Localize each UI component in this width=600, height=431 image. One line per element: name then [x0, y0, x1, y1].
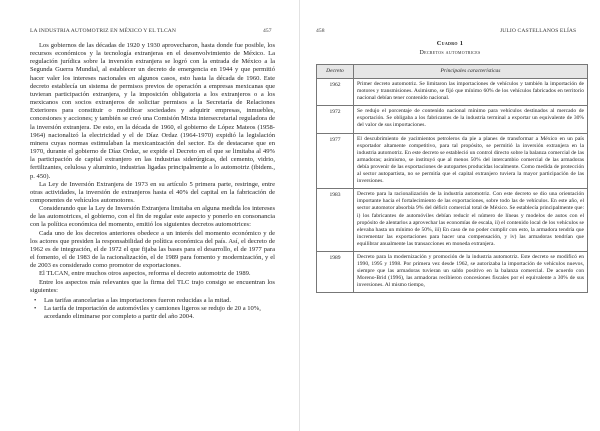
table-row [317, 79, 588, 106]
paragraph: El TLCAN, entre muchos otros aspectos, reforma el decreto automotriz de 1989. [39, 270, 251, 278]
decree-description: El descubrimiento de yacimientos petroleros da pie a planes de transformar a México en un país exportador altamente competitivo, para tal propósito, se permitió la inversión extranjera en la industria automotriz. En este decreto se estableció un control directo sobre la balanza comercial de las armadoras; asimismo, se instituyó que al menos 50% del intercambio comercial de las armadoras debía provenir de las exportaciones de autopartes producidas localmente. Como medida de protección al sector autopartista, no se permitía que el capital extranjero tuviera la mayor participación de las inversiones. [354, 133, 588, 189]
table-header-row [317, 65, 588, 79]
table-row [317, 251, 588, 292]
decree-year: 1972 [317, 106, 354, 133]
bullet-item: • Las tarifas arancelarias a las importaciones fueron reducidas a la mitad. [30, 297, 275, 305]
decree-year: 1977 [317, 133, 354, 189]
page-number-left: 457 [263, 28, 272, 34]
column-header-caracteristicas: Principales características [354, 65, 588, 79]
decrees-table [316, 64, 588, 293]
table-row [317, 189, 588, 252]
paragraph: La Ley de Inversión Extranjera de 1973 en su artículo 5 primera parte, restringe, entre otras actividades, la inversión de extranjeros hasta el 40% del capital en la fabricación de componentes de vehículos automotores. [30, 180, 275, 204]
bullet-list [30, 297, 275, 321]
right-page [300, 0, 600, 431]
page-number-right: 458 [316, 28, 325, 34]
table-title: Decretos automotrices [419, 50, 481, 56]
paragraph: Considerando que la Ley de Inversión Extranjera limitaba en alguna medida los intereses de las automotrices, el gobierno, con el fin de regular este aspecto y ponerlo en consonancia con la política económica del momento, emitió los siguientes decretos automotrices: [30, 205, 275, 229]
decree-year: 1989 [317, 251, 354, 292]
running-head-left: LA INDUSTRIA AUTOMOTRIZ EN MÉXICO Y EL TLCAN [30, 28, 177, 34]
decree-description: Primer decreto automotriz. Se limitaron las importaciones de vehículos y también la importación de motores y transmisiones. Asimismo, se fijó que mínimo 60% de los vehículos fabricados en territorio nacional debían tener contenido nacional. [354, 79, 588, 106]
paragraph: Los gobiernos de las décadas de 1920 y 1930 aprovecharon, hasta donde fue posible, los recursos económicos y la tecnología extranjeras en el desenvolvimiento de México. La regulación jurídica sobre la inversión extranjera se logró con la entrada de México a la Segunda Guerra Mundial, al establecer un decreto de emergencia en 1944 y que permitió hacer valer los intereses nacionales en algunos casos, esto hasta la década de 1960. Este decreto establecía un sistema de permisos previos de operación a empresas mexicanas que tuvieran participación extranjera, y la imposición obligatoria a los extranjeros o a los mexicanos con socios extranjeros de solicitar permisos a la Secretaría de Relaciones Exteriores para constituir o modificar sociedades y adquirir empresas, inmuebles, concesiones y acciones; y también se creó una Comisión Mixta intersecretarial reguladora de la inversión extranjera. De esto, en la década de 1960, el gobierno de López Mateos (1958-1964) nacionalizó la electricidad y el de Díaz Ordaz (1964-1970) expidió la legislación minera cuyas normas estimulaban la mexicanización del sector. Es de destacarse que en 1970, durante el gobierno de Díaz Ordaz, se expide el Decreto en el que se limitaba al 49% la participación de capital extranjero en las industrias siderúrgicas, del cemento, vidrio, fertilizantes, celulosa y aluminio, industrias ligadas principalmente a lo automotriz (ibidem., p. 450). [30, 42, 275, 180]
table-row [317, 106, 588, 133]
decree-year: 1983 [317, 189, 354, 252]
bullet-item: • La tarifa de importación de automóviles y camiones ligeros se redujo de 20 a 10%, acordando eliminarse por completo a partir del año 2004. [30, 305, 275, 321]
running-head-right: JULIO CASTELLANOS ELÍAS [500, 28, 577, 34]
paragraph: Entre los aspectos más relevantes que la firma del TLC trajo consigo se encuentran los siguientes: [30, 278, 275, 294]
body-text [30, 42, 275, 321]
decree-description: Se redujo el porcentaje de contenido nacional mínimo para vehículos destinados al mercado de exportación. Se obligaba a los fabricantes de la industria terminal a exportar un equivalente de 30% del valor de sus importaciones. [354, 106, 588, 133]
decree-description: Decreto para la racionalización de la industria automotriz. Con este decreto se dio una orientación importante hacia el fortalecimiento de las exportaciones, sobre todo las de vehículos. En este año, el sector automotor absorbía 9% del déficit comercial total de México. Se establecía principalmente que: i) los fabricantes de automóviles debían reducir el número de líneas y modelos de autos con el propósito de alentarlos a aprovechar las economías de escala, ii) el contenido local de los vehículos se elevaba hasta un mínimo de 50%, iii) En caso de no poder cumplir con esto, la armadora tendría que incrementar las exportaciones para hacer una compensación, y iv) las armadoras tendrían que equilibrar anualmente las transacciones en moneda extranjera. [354, 189, 588, 252]
table-number: Cuadro 1 [436, 40, 464, 47]
decree-description: Decreto para la modernización y promoción de la industria automotriz. Este decreto se modificó en 1990, 1995 y 1998. Por primera vez desde 1962, se autorizaba la importación de vehículos nuevos, siempre que las armadoras tuvieran un saldo positivo en la balanza comercial. De acuerdo con Moreno-Brid (1996), las armadoras recibieron concesiones fiscales por el equivalente a 30% de sus inversiones. Al mismo tiempo, [354, 251, 588, 292]
column-header-decreto: Decreto [317, 65, 354, 79]
paragraph: Cada uno de los decretos anteriores obedece a un interés del momento económico y de los actores que presiden la responsabilidad de política económica del país. Así, el decreto de 1962 es de integración, el de 1972 el que fijaba las bases para el desarrollo, el de 1977 para el fomento, el de 1983 de la racionalización, el de 1989 para fomento y modernización, y el de 2003 es considerado como promotor de exportaciones. [30, 229, 275, 270]
table-row [317, 133, 588, 189]
decree-year: 1962 [317, 79, 354, 106]
